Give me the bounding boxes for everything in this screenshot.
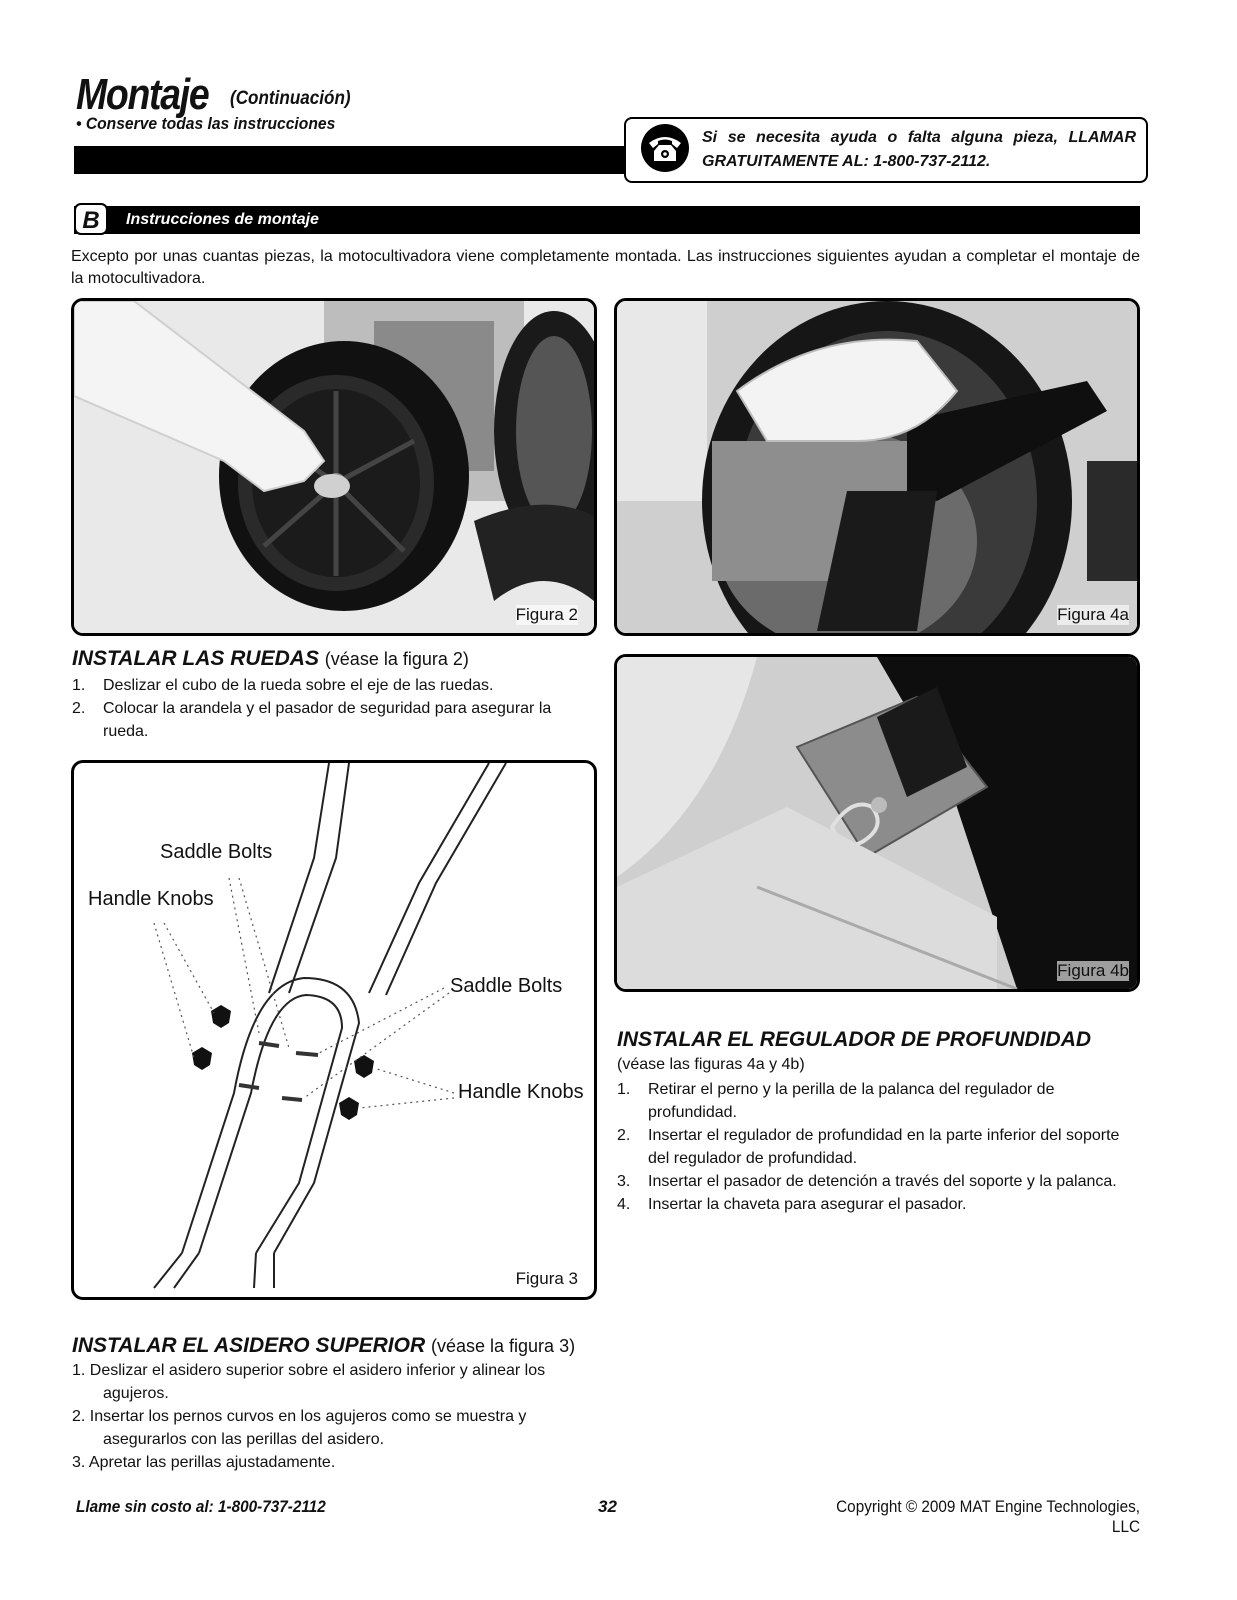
depth-steps bbox=[617, 1078, 1139, 1216]
intro-paragraph: Excepto por unas cuantas piezas, la motocultivadora viene completamente montada. Las instrucciones siguientes ayudan a completar el montaje de la motocultivadora. bbox=[71, 248, 1140, 287]
figure-4b-photo bbox=[614, 654, 1140, 992]
page-title: Montaje bbox=[76, 70, 209, 119]
figure-4a-photo bbox=[614, 298, 1140, 636]
saddle-bolts-label-top: Saddle Bolts bbox=[160, 841, 273, 863]
list-item: 1. Deslizar el cubo de la rueda sobre el eje de las ruedas. bbox=[72, 677, 494, 694]
header-bar bbox=[74, 146, 626, 174]
handle-steps bbox=[72, 1359, 602, 1474]
wheels-heading-ref: (véase la figura 2) bbox=[324, 649, 469, 669]
section-title: Instrucciones de montaje bbox=[126, 211, 319, 228]
figure-3-drawing bbox=[71, 760, 597, 1300]
wheels-steps bbox=[72, 674, 592, 743]
depth-heading: INSTALAR EL REGULADOR DE PROFUNDIDAD bbox=[617, 1028, 1092, 1051]
list-item: 1. Retirar el perno y la perilla de la palanca del regulador de profundidad. bbox=[617, 1081, 1055, 1121]
figure-3-label: Figura 3 bbox=[515, 1269, 578, 1288]
list-item: 3. Apretar las perillas ajustadamente. bbox=[72, 1454, 336, 1471]
figure-2-label: Figura 2 bbox=[515, 605, 578, 624]
help-text: Si se necesita ayuda o falta alguna pieza, LLAMAR GRATUITAMENTE AL: 1-800-737-2112. bbox=[702, 129, 1136, 170]
wheel-install-image bbox=[74, 301, 594, 633]
depth-heading-ref: (véase las figuras 4a y 4b) bbox=[617, 1056, 805, 1073]
list-item: 2. Insertar el regulador de profundidad en la parte inferior del soporte del regulador de profundidad. bbox=[617, 1127, 1120, 1167]
footer-copyright: Copyright © 2009 MAT Engine Technologies, LLC bbox=[836, 1497, 1140, 1536]
handle-assembly-diagram bbox=[74, 763, 594, 1297]
figure-4a-label: Figura 4a bbox=[1057, 605, 1129, 624]
figure-4b-label: Figura 4b bbox=[1057, 961, 1129, 980]
handle-heading-ref: (véase la figura 3) bbox=[431, 1336, 576, 1356]
list-item: 1. Deslizar el asidero superior sobre el asidero inferior y alinear los agujeros. bbox=[72, 1362, 546, 1402]
depth-regulator-image-b bbox=[617, 657, 1137, 989]
handle-heading-title: INSTALAR EL ASIDERO SUPERIOR bbox=[72, 1334, 426, 1357]
section-badge: B bbox=[74, 203, 108, 235]
page-number: 32 bbox=[598, 1497, 617, 1516]
depth-regulator-image-a bbox=[617, 301, 1137, 633]
wheels-heading bbox=[72, 647, 469, 671]
handle-knobs-label-right: Handle Knobs bbox=[458, 1081, 584, 1103]
handle-knobs-label-top: Handle Knobs bbox=[88, 888, 214, 910]
list-item: 2. Insertar los pernos curvos en los agujeros como se muestra y asegurarlos con las perillas del asidero. bbox=[72, 1408, 527, 1448]
list-item: 3. Insertar el pasador de detención a través del soporte y la palanca. bbox=[617, 1173, 1117, 1190]
footer-phone: Llame sin costo al: 1-800-737-2112 bbox=[76, 1497, 326, 1516]
page-subtitle: (Continuación) bbox=[230, 88, 351, 109]
wheels-heading-title: INSTALAR LAS RUEDAS bbox=[72, 647, 319, 670]
handle-heading bbox=[72, 1334, 575, 1358]
saddle-bolts-label-right: Saddle Bolts bbox=[450, 975, 563, 997]
list-item: 2. Colocar la arandela y el pasador de seguridad para asegurar la rueda. bbox=[72, 700, 552, 740]
telephone-icon bbox=[640, 123, 690, 173]
keep-instructions-note: • Conserve todas las instrucciones bbox=[76, 114, 336, 133]
figure-2-photo bbox=[71, 298, 597, 636]
list-item: 4. Insertar la chaveta para asegurar el pasador. bbox=[617, 1196, 967, 1213]
